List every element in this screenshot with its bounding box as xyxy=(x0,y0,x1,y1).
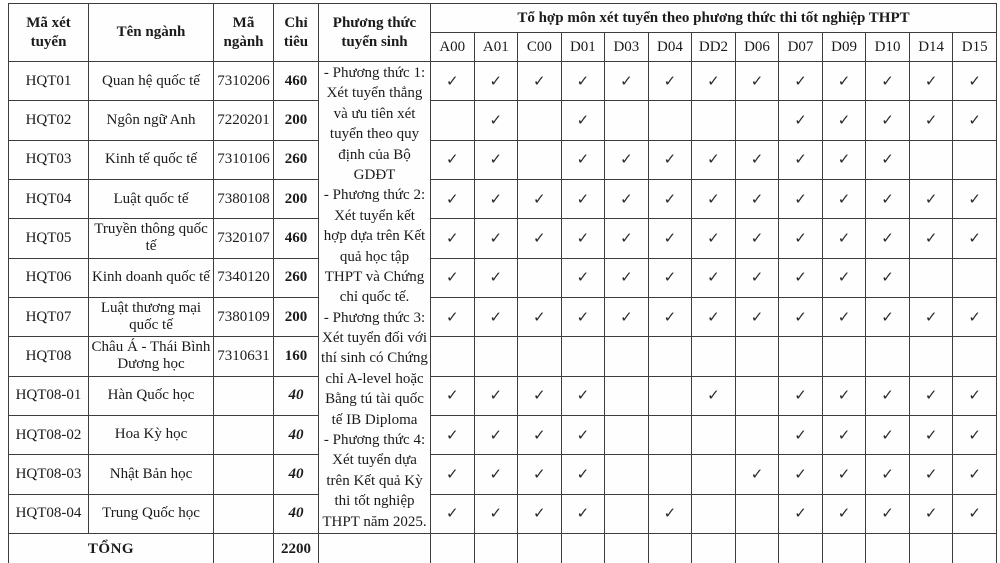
header-row-top xyxy=(9,4,997,33)
col-header-major-name: Tên ngành xyxy=(89,4,214,62)
checkmark-icon: ✓ xyxy=(735,455,779,494)
checkmark-icon: ✓ xyxy=(561,376,605,415)
checkmark-icon: ✓ xyxy=(431,297,475,336)
total-empty-cell-d09 xyxy=(822,533,866,563)
checkmark-icon: ✓ xyxy=(822,415,866,454)
admission-code-cell: HQT06 xyxy=(9,258,89,297)
total-empty-cell-d03 xyxy=(605,533,649,563)
admission-code-cell: HQT08-02 xyxy=(9,415,89,454)
checkmark-icon: ✓ xyxy=(953,376,997,415)
checkmark-icon: ✓ xyxy=(474,179,518,218)
quota-cell: 40 xyxy=(274,376,319,415)
major-code-cell xyxy=(214,376,274,415)
col-header-major-code: Mã ngành xyxy=(214,4,274,62)
checkmark-icon: ✓ xyxy=(692,219,736,258)
checkmark-icon: ✓ xyxy=(735,258,779,297)
table-row-total xyxy=(9,533,997,563)
checkmark-icon: ✓ xyxy=(779,219,823,258)
quota-cell: 260 xyxy=(274,258,319,297)
checkmark-icon: ✓ xyxy=(779,415,823,454)
checkmark-icon: ✓ xyxy=(474,297,518,336)
check-hqt08-02-d03 xyxy=(605,415,649,454)
col-header-d03: D03 xyxy=(605,33,649,62)
checkmark-icon: ✓ xyxy=(605,179,649,218)
checkmark-icon: ✓ xyxy=(953,297,997,336)
check-hqt06-d15 xyxy=(953,258,997,297)
checkmark-icon: ✓ xyxy=(648,179,692,218)
col-header-d10: D10 xyxy=(866,33,910,62)
col-header-d15: D15 xyxy=(953,33,997,62)
checkmark-icon: ✓ xyxy=(648,219,692,258)
checkmark-icon: ✓ xyxy=(909,101,953,140)
total-empty-cell-d01 xyxy=(561,533,605,563)
check-hqt03-d14 xyxy=(909,140,953,179)
total-empty-cell-d07 xyxy=(779,533,823,563)
checkmark-icon: ✓ xyxy=(866,219,910,258)
checkmark-icon: ✓ xyxy=(431,258,475,297)
checkmark-icon: ✓ xyxy=(822,140,866,179)
table-row-hqt08 xyxy=(9,337,997,376)
major-name-cell: Truyền thông quốc tế xyxy=(89,219,214,258)
checkmark-icon: ✓ xyxy=(866,494,910,533)
admission-code-cell: HQT03 xyxy=(9,140,89,179)
checkmark-icon: ✓ xyxy=(605,258,649,297)
major-name-cell: Luật thương mại quốc tế xyxy=(89,297,214,336)
checkmark-icon: ✓ xyxy=(779,455,823,494)
table-row-hqt08-04 xyxy=(9,494,997,533)
check-hqt08-01-d04 xyxy=(648,376,692,415)
quota-cell: 40 xyxy=(274,494,319,533)
total-label: TỔNG xyxy=(9,533,214,563)
total-quota-value: 2200 xyxy=(274,533,319,563)
checkmark-icon: ✓ xyxy=(474,258,518,297)
checkmark-icon: ✓ xyxy=(953,219,997,258)
col-header-d14: D14 xyxy=(909,33,953,62)
checkmark-icon: ✓ xyxy=(909,297,953,336)
major-code-cell xyxy=(214,415,274,454)
checkmark-icon: ✓ xyxy=(866,179,910,218)
quota-cell: 200 xyxy=(274,297,319,336)
checkmark-icon: ✓ xyxy=(605,140,649,179)
col-header-a00: A00 xyxy=(431,33,475,62)
check-hqt08-d07 xyxy=(779,337,823,376)
checkmark-icon: ✓ xyxy=(518,297,562,336)
admission-code-cell: HQT02 xyxy=(9,101,89,140)
checkmark-icon: ✓ xyxy=(474,494,518,533)
checkmark-icon: ✓ xyxy=(953,179,997,218)
check-hqt08-a00 xyxy=(431,337,475,376)
method-paragraph: - Phương thức 4: Xét tuyển dựa trên Kết quả Kỳ thi tốt nghiệp THPT năm 2025. xyxy=(322,432,427,530)
checkmark-icon: ✓ xyxy=(779,179,823,218)
quota-cell: 260 xyxy=(274,140,319,179)
major-name-cell: Kinh tế quốc tế xyxy=(89,140,214,179)
checkmark-icon: ✓ xyxy=(953,415,997,454)
col-header-quota: Chỉ tiêu xyxy=(274,4,319,62)
checkmark-icon: ✓ xyxy=(605,62,649,101)
checkmark-icon: ✓ xyxy=(474,415,518,454)
checkmark-icon: ✓ xyxy=(518,179,562,218)
checkmark-icon: ✓ xyxy=(561,258,605,297)
checkmark-icon: ✓ xyxy=(518,455,562,494)
check-hqt08-03-d04 xyxy=(648,455,692,494)
table-row-hqt01 xyxy=(9,62,997,101)
table-row-hqt03 xyxy=(9,140,997,179)
major-name-cell: Quan hệ quốc tế xyxy=(89,62,214,101)
major-name-cell: Hoa Kỳ học xyxy=(89,415,214,454)
checkmark-icon: ✓ xyxy=(692,140,736,179)
checkmark-icon: ✓ xyxy=(474,101,518,140)
checkmark-icon: ✓ xyxy=(605,219,649,258)
col-header-d04: D04 xyxy=(648,33,692,62)
checkmark-icon: ✓ xyxy=(518,219,562,258)
admission-code-cell: HQT01 xyxy=(9,62,89,101)
checkmark-icon: ✓ xyxy=(692,258,736,297)
method-paragraph: - Phương thức 3: Xét tuyển đối với thí sinh có Chứng chỉ A-level hoặc Bằng tú tài quốc tế IB Diploma xyxy=(321,309,428,428)
check-hqt08-01-d03 xyxy=(605,376,649,415)
check-hqt02-d04 xyxy=(648,101,692,140)
col-header-dd2: DD2 xyxy=(692,33,736,62)
quota-cell: 200 xyxy=(274,101,319,140)
admission-table xyxy=(8,3,997,563)
checkmark-icon: ✓ xyxy=(779,101,823,140)
check-hqt08-01-d06 xyxy=(735,376,779,415)
major-name-cell: Kinh doanh quốc tế xyxy=(89,258,214,297)
check-hqt08-04-d03 xyxy=(605,494,649,533)
admission-methods-cell xyxy=(319,62,431,534)
checkmark-icon: ✓ xyxy=(735,297,779,336)
checkmark-icon: ✓ xyxy=(953,101,997,140)
admission-code-cell: HQT08-03 xyxy=(9,455,89,494)
check-hqt06-c00 xyxy=(518,258,562,297)
checkmark-icon: ✓ xyxy=(561,297,605,336)
check-hqt02-d03 xyxy=(605,101,649,140)
table-row-hqt07 xyxy=(9,297,997,336)
check-hqt08-d03 xyxy=(605,337,649,376)
admission-document-page xyxy=(0,3,1000,563)
checkmark-icon: ✓ xyxy=(561,415,605,454)
checkmark-icon: ✓ xyxy=(866,258,910,297)
checkmark-icon: ✓ xyxy=(909,415,953,454)
check-hqt03-d15 xyxy=(953,140,997,179)
total-empty-cell-d06 xyxy=(735,533,779,563)
checkmark-icon: ✓ xyxy=(561,62,605,101)
check-hqt08-d04 xyxy=(648,337,692,376)
major-code-cell xyxy=(214,494,274,533)
total-empty-cell-dd2 xyxy=(692,533,736,563)
checkmark-icon: ✓ xyxy=(561,219,605,258)
checkmark-icon: ✓ xyxy=(735,62,779,101)
checkmark-icon: ✓ xyxy=(518,494,562,533)
total-empty-cell-c00 xyxy=(518,533,562,563)
checkmark-icon: ✓ xyxy=(648,62,692,101)
checkmark-icon: ✓ xyxy=(474,219,518,258)
check-hqt08-02-dd2 xyxy=(692,415,736,454)
checkmark-icon: ✓ xyxy=(692,179,736,218)
check-hqt08-d15 xyxy=(953,337,997,376)
checkmark-icon: ✓ xyxy=(822,297,866,336)
checkmark-icon: ✓ xyxy=(866,62,910,101)
col-header-c00: C00 xyxy=(518,33,562,62)
checkmark-icon: ✓ xyxy=(909,219,953,258)
total-empty-cell-a01 xyxy=(474,533,518,563)
col-header-admission-code: Mã xét tuyển xyxy=(9,4,89,62)
checkmark-icon: ✓ xyxy=(779,258,823,297)
admission-code-cell: HQT08-04 xyxy=(9,494,89,533)
major-code-cell: 7310206 xyxy=(214,62,274,101)
method-paragraph: - Phương thức 1: Xét tuyển thẳng và ưu tiên xét tuyển theo quy định của Bộ GDĐT xyxy=(323,65,426,183)
col-header-method: Phương thức tuyển sinh xyxy=(319,4,431,62)
checkmark-icon: ✓ xyxy=(648,258,692,297)
checkmark-icon: ✓ xyxy=(648,494,692,533)
total-method-empty-cell xyxy=(319,533,431,563)
total-major-code-empty-cell xyxy=(214,533,274,563)
checkmark-icon: ✓ xyxy=(561,455,605,494)
checkmark-icon: ✓ xyxy=(431,455,475,494)
checkmark-icon: ✓ xyxy=(692,297,736,336)
check-hqt08-02-d06 xyxy=(735,415,779,454)
major-name-cell: Hàn Quốc học xyxy=(89,376,214,415)
checkmark-icon: ✓ xyxy=(909,179,953,218)
admission-code-cell: HQT05 xyxy=(9,219,89,258)
check-hqt08-d06 xyxy=(735,337,779,376)
check-hqt08-a01 xyxy=(474,337,518,376)
major-name-cell: Trung Quốc học xyxy=(89,494,214,533)
col-header-d07: D07 xyxy=(779,33,823,62)
checkmark-icon: ✓ xyxy=(822,455,866,494)
checkmark-icon: ✓ xyxy=(866,101,910,140)
checkmark-icon: ✓ xyxy=(822,258,866,297)
check-hqt08-dd2 xyxy=(692,337,736,376)
major-code-cell: 7310106 xyxy=(214,140,274,179)
admission-code-cell: HQT08 xyxy=(9,337,89,376)
checkmark-icon: ✓ xyxy=(735,140,779,179)
major-name-cell: Nhật Bản học xyxy=(89,455,214,494)
checkmark-icon: ✓ xyxy=(866,297,910,336)
checkmark-icon: ✓ xyxy=(735,219,779,258)
major-code-cell: 7310631 xyxy=(214,337,274,376)
checkmark-icon: ✓ xyxy=(822,62,866,101)
check-hqt06-d14 xyxy=(909,258,953,297)
checkmark-icon: ✓ xyxy=(909,62,953,101)
checkmark-icon: ✓ xyxy=(692,376,736,415)
checkmark-icon: ✓ xyxy=(474,140,518,179)
checkmark-icon: ✓ xyxy=(953,62,997,101)
table-row-hqt04 xyxy=(9,179,997,218)
quota-cell: 460 xyxy=(274,219,319,258)
checkmark-icon: ✓ xyxy=(909,455,953,494)
check-hqt08-d10 xyxy=(866,337,910,376)
admission-code-cell: HQT04 xyxy=(9,179,89,218)
checkmark-icon: ✓ xyxy=(779,376,823,415)
major-code-cell: 7340120 xyxy=(214,258,274,297)
checkmark-icon: ✓ xyxy=(866,140,910,179)
method-paragraph: - Phương thức 2: Xét tuyển kết hợp dựa trên Kết quả học tập THPT và Chứng chỉ quốc tế. xyxy=(323,187,426,306)
checkmark-icon: ✓ xyxy=(779,62,823,101)
checkmark-icon: ✓ xyxy=(779,140,823,179)
table-row-hqt05 xyxy=(9,219,997,258)
checkmark-icon: ✓ xyxy=(474,376,518,415)
checkmark-icon: ✓ xyxy=(518,376,562,415)
checkmark-icon: ✓ xyxy=(953,494,997,533)
check-hqt02-d06 xyxy=(735,101,779,140)
checkmark-icon: ✓ xyxy=(822,376,866,415)
total-empty-cell-a00 xyxy=(431,533,475,563)
checkmark-icon: ✓ xyxy=(431,376,475,415)
total-empty-cell-d10 xyxy=(866,533,910,563)
checkmark-icon: ✓ xyxy=(779,494,823,533)
checkmark-icon: ✓ xyxy=(953,455,997,494)
admission-code-cell: HQT08-01 xyxy=(9,376,89,415)
checkmark-icon: ✓ xyxy=(431,415,475,454)
checkmark-icon: ✓ xyxy=(909,376,953,415)
check-hqt08-02-d04 xyxy=(648,415,692,454)
check-hqt08-d14 xyxy=(909,337,953,376)
table-row-hqt02 xyxy=(9,101,997,140)
col-header-d01: D01 xyxy=(561,33,605,62)
checkmark-icon: ✓ xyxy=(909,494,953,533)
checkmark-icon: ✓ xyxy=(561,179,605,218)
check-hqt02-a00 xyxy=(431,101,475,140)
checkmark-icon: ✓ xyxy=(648,140,692,179)
checkmark-icon: ✓ xyxy=(561,101,605,140)
total-empty-cell-d15 xyxy=(953,533,997,563)
col-header-a01: A01 xyxy=(474,33,518,62)
checkmark-icon: ✓ xyxy=(605,297,649,336)
checkmark-icon: ✓ xyxy=(822,179,866,218)
check-hqt03-c00 xyxy=(518,140,562,179)
table-row-hqt08-02 xyxy=(9,415,997,454)
checkmark-icon: ✓ xyxy=(866,376,910,415)
checkmark-icon: ✓ xyxy=(822,219,866,258)
col-header-d06: D06 xyxy=(735,33,779,62)
checkmark-icon: ✓ xyxy=(822,494,866,533)
checkmark-icon: ✓ xyxy=(735,179,779,218)
checkmark-icon: ✓ xyxy=(431,219,475,258)
table-row-hqt06 xyxy=(9,258,997,297)
quota-cell: 460 xyxy=(274,62,319,101)
checkmark-icon: ✓ xyxy=(561,140,605,179)
major-code-cell: 7380109 xyxy=(214,297,274,336)
checkmark-icon: ✓ xyxy=(779,297,823,336)
col-header-d09: D09 xyxy=(822,33,866,62)
checkmark-icon: ✓ xyxy=(431,140,475,179)
quota-cell: 160 xyxy=(274,337,319,376)
check-hqt08-04-d06 xyxy=(735,494,779,533)
table-row-hqt08-03 xyxy=(9,455,997,494)
checkmark-icon: ✓ xyxy=(561,494,605,533)
col-header-combination-group: Tổ hợp môn xét tuyển theo phương thức thi tốt nghiệp THPT xyxy=(431,4,997,33)
major-name-cell: Châu Á - Thái Bình Dương học xyxy=(89,337,214,376)
major-name-cell: Ngôn ngữ Anh xyxy=(89,101,214,140)
check-hqt02-dd2 xyxy=(692,101,736,140)
checkmark-icon: ✓ xyxy=(822,101,866,140)
checkmark-icon: ✓ xyxy=(431,179,475,218)
check-hqt08-03-dd2 xyxy=(692,455,736,494)
total-empty-cell-d14 xyxy=(909,533,953,563)
checkmark-icon: ✓ xyxy=(474,62,518,101)
checkmark-icon: ✓ xyxy=(518,415,562,454)
checkmark-icon: ✓ xyxy=(431,62,475,101)
check-hqt08-d01 xyxy=(561,337,605,376)
checkmark-icon: ✓ xyxy=(866,455,910,494)
check-hqt08-03-d03 xyxy=(605,455,649,494)
check-hqt02-c00 xyxy=(518,101,562,140)
check-hqt08-c00 xyxy=(518,337,562,376)
admission-code-cell: HQT07 xyxy=(9,297,89,336)
checkmark-icon: ✓ xyxy=(431,494,475,533)
quota-cell: 200 xyxy=(274,179,319,218)
checkmark-icon: ✓ xyxy=(866,415,910,454)
major-code-cell xyxy=(214,455,274,494)
quota-cell: 40 xyxy=(274,415,319,454)
checkmark-icon: ✓ xyxy=(648,297,692,336)
table-row-hqt08-01 xyxy=(9,376,997,415)
major-name-cell: Luật quốc tế xyxy=(89,179,214,218)
quota-cell: 40 xyxy=(274,455,319,494)
checkmark-icon: ✓ xyxy=(692,62,736,101)
check-hqt08-04-dd2 xyxy=(692,494,736,533)
check-hqt08-d09 xyxy=(822,337,866,376)
major-code-cell: 7220201 xyxy=(214,101,274,140)
checkmark-icon: ✓ xyxy=(518,62,562,101)
total-empty-cell-d04 xyxy=(648,533,692,563)
major-code-cell: 7380108 xyxy=(214,179,274,218)
major-code-cell: 7320107 xyxy=(214,219,274,258)
checkmark-icon: ✓ xyxy=(474,455,518,494)
